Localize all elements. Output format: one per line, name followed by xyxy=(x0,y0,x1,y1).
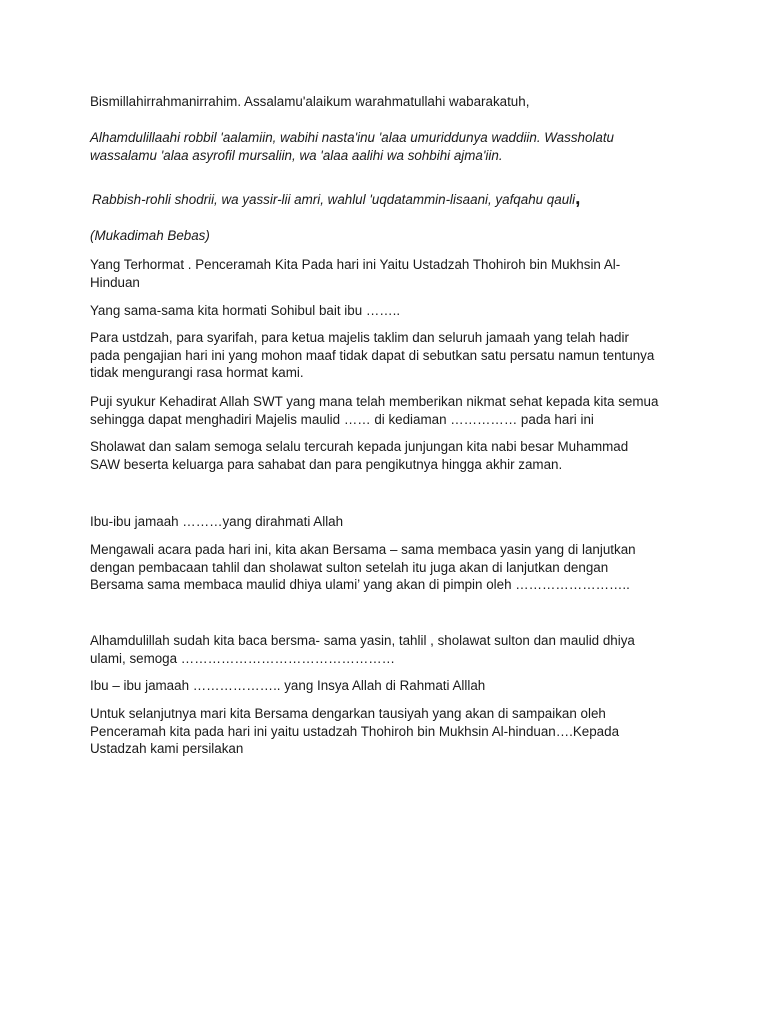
prayer-comma: , xyxy=(575,188,581,209)
hamdalah-paragraph: Alhamdulillaahi robbil 'aalamiin, wabihi nasta'inu 'alaa umuriddunya waddiin. Wassholatu wassalamu 'alaa asyrofil mursaliin, wa 'alaa aalihi wa sohbihi ajma'iin. xyxy=(90,130,615,163)
paragraph-address: Ibu-ibu jamaah ………yang dirahmati Allah xyxy=(90,514,344,529)
paragraph-address-2: Ibu – ibu jamaah ……………….. yang Insya Allah di Rahmati Alllah xyxy=(90,678,486,693)
paragraph-opening-event: Mengawali acara pada hari ini, kita akan Bersama – sama membaca yasin yang di lanjutkan dengan pembacaan tahlil dan sholawat sulton setelah itu juga akan di lanjutkan dengan Bersama sama membaca maulid dhiya ulami’ yang akan di pimpin oleh …………………….. xyxy=(90,542,636,592)
mukadimah-note: (Mukadimah Bebas) xyxy=(90,228,210,243)
paragraph-host: Yang sama-sama kita hormati Sohibul bait ibu …….. xyxy=(90,303,401,318)
prayer-text: Rabbish-rohli shodrii, wa yassir-lii amri, wahlul 'uqdatammin-lisaani, yafqahu qauli xyxy=(92,192,576,207)
paragraph-gratitude: Puji syukur Kehadirat Allah SWT yang mana telah memberikan nikmat sehat kepada kita semua sehingga dapat menghadiri Majelis maulid …… di kediaman …………… pada hari ini xyxy=(90,394,659,427)
paragraph-salawat: Sholawat dan salam semoga selalu tercurah kepada junjungan kita nabi besar Muhammad SAW beserta keluarga para sahabat dan para pengikutnya hingga akhir zaman. xyxy=(90,439,629,472)
paragraph-alhamdulillah: Alhamdulillah sudah kita baca bersma- sama yasin, tahlil , sholawat sulton dan maulid dhiya ulami, semoga ………………………………………… xyxy=(90,633,635,666)
paragraph-honored-speaker: Yang Terhormat . Penceramah Kita Pada hari ini Yaitu Ustadzah Thohiroh bin Mukhsin Al- Hinduan xyxy=(90,257,621,290)
paragraph-closing: Untuk selanjutnya mari kita Bersama dengarkan tausiyah yang akan di sampaikan oleh Penceramah kita pada hari ini yaitu ustadzah Thohiroh bin Mukhsin Al-hinduan….Kepada Ustadzah kami persilakan xyxy=(90,706,620,756)
prayer-paragraph xyxy=(92,190,692,209)
paragraph-attendees: Para ustdzah, para syarifah, para ketua majelis taklim dan seluruh jamaah yang telah hadir pada pengajian hari ini yang mohon maaf tidak dapat di sebutkan satu persatu namun tentunya tidak mengurangi rasa hormat kami. xyxy=(90,330,655,380)
opening-greeting: Bismillahirrahmanirrahim. Assalamu'alaikum warahmatullahi wabarakatuh, xyxy=(90,94,530,109)
